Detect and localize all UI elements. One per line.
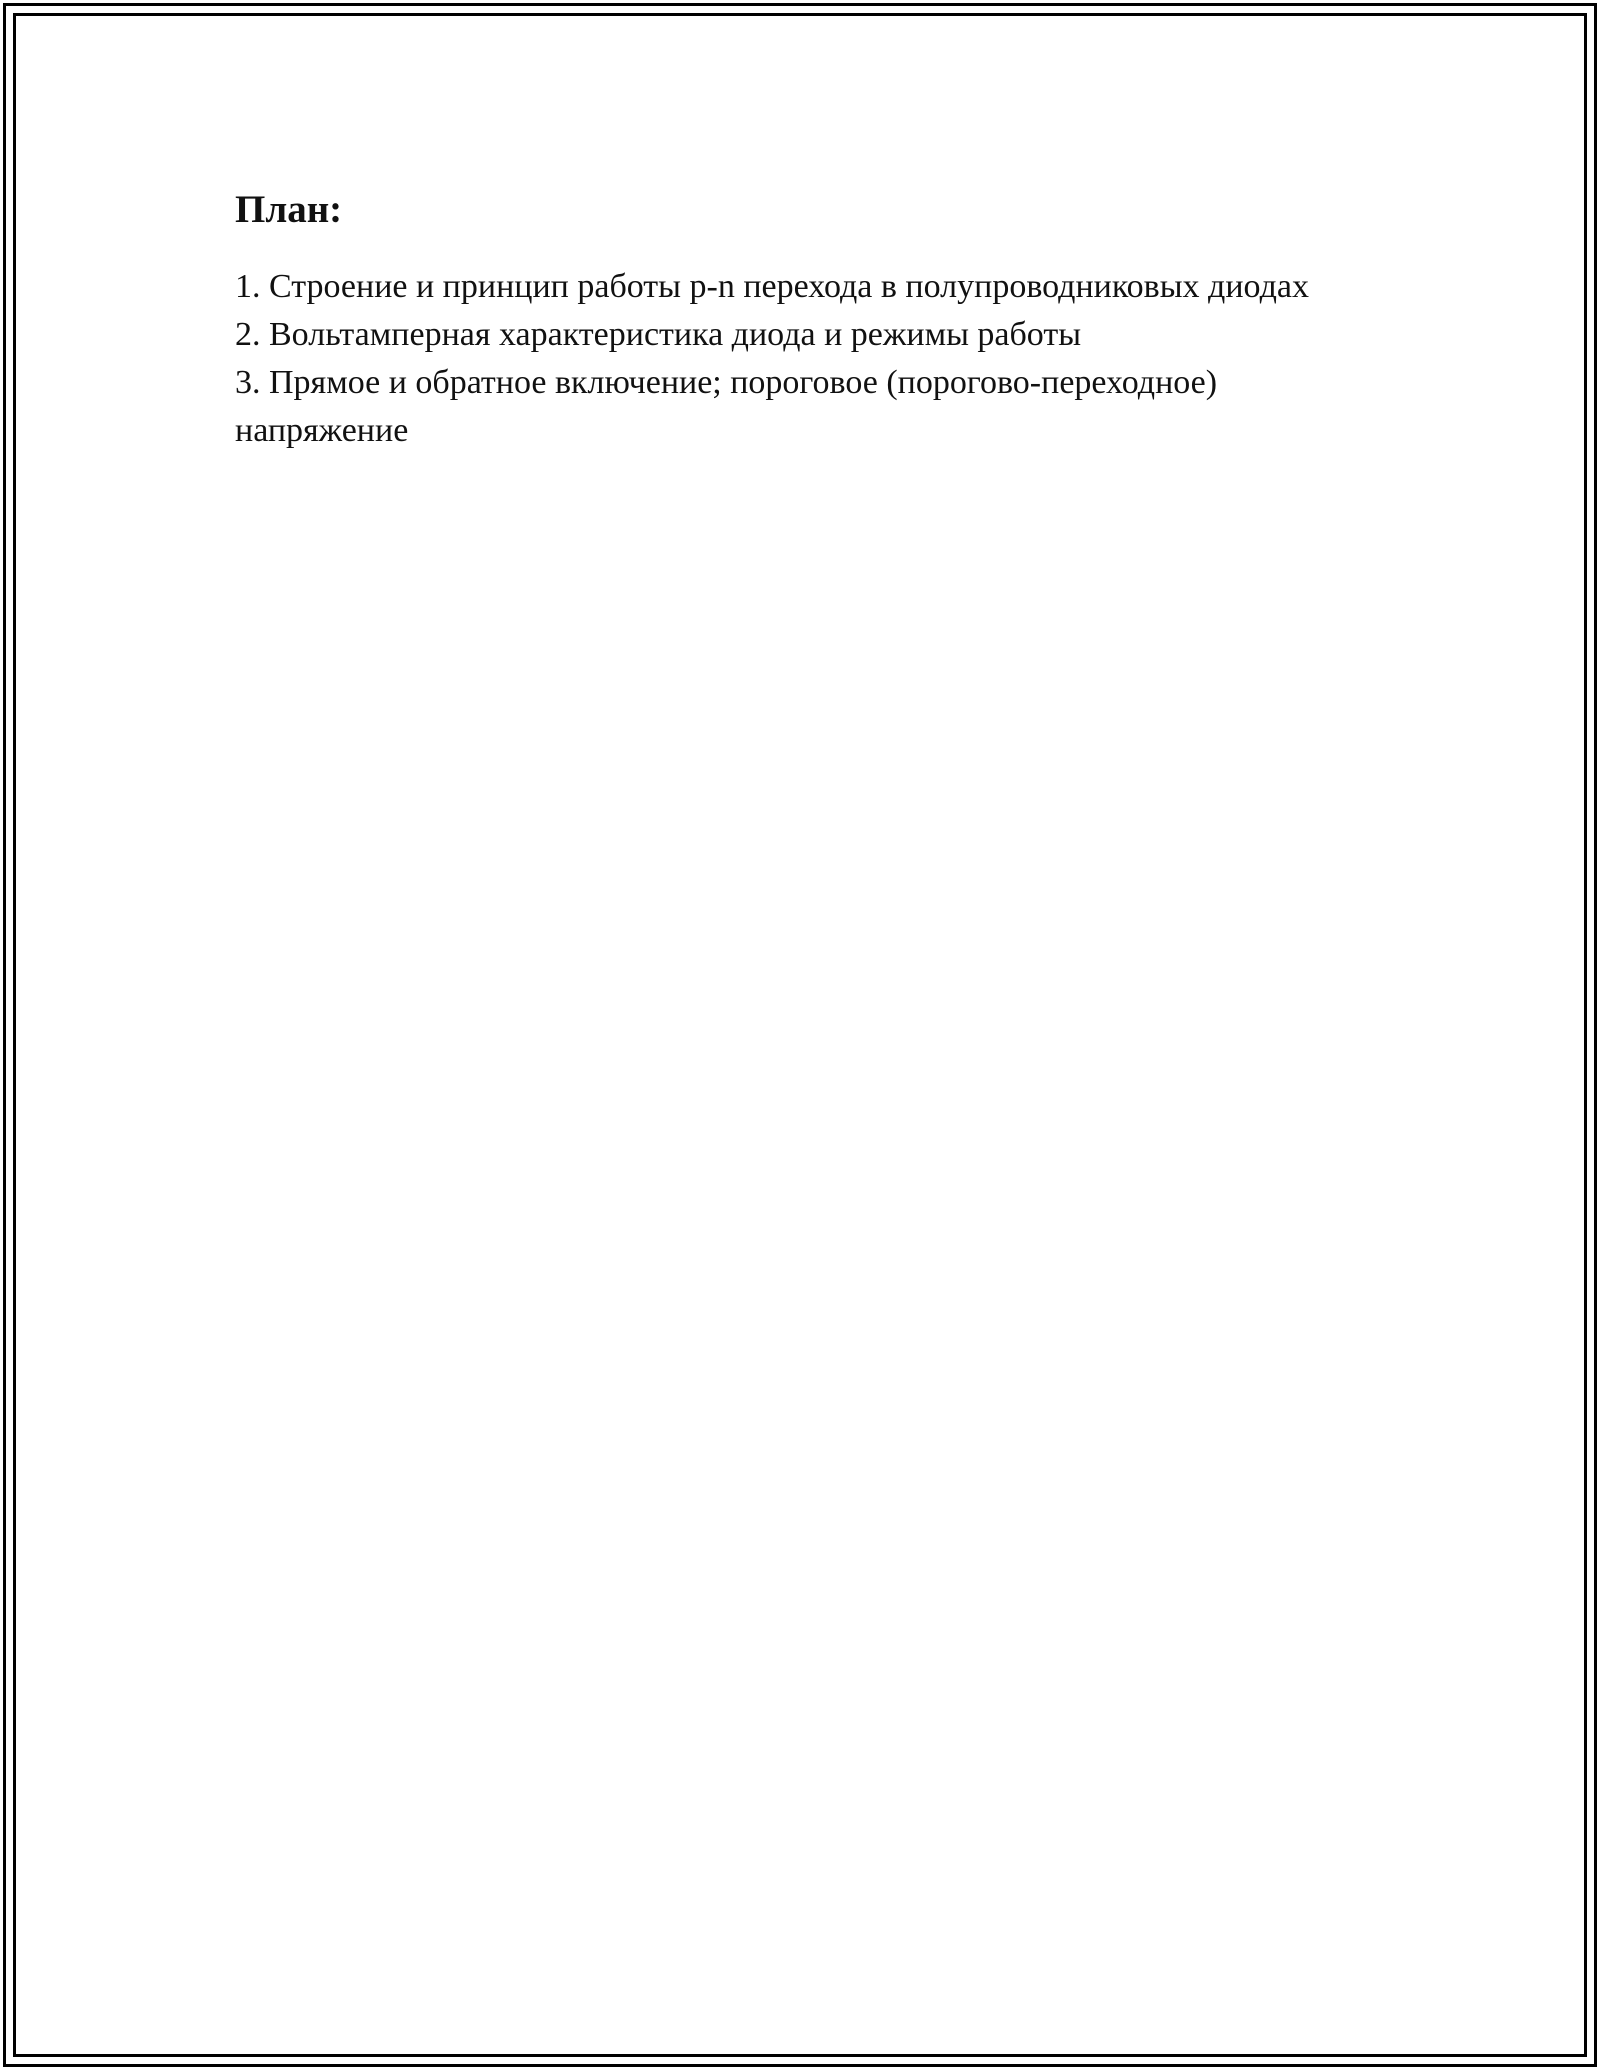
plan-list bbox=[235, 263, 1365, 455]
plan-item-2: 2. Вольтамперная характеристика диода и режимы работы bbox=[235, 316, 1082, 353]
plan-item-3: 3. Прямое и обратное включение; пороговое (порогово-переходное) напряжение bbox=[235, 364, 1218, 449]
plan-item-1: 1. Строение и принцип работы p-n перехода в полупроводниковых диодах bbox=[235, 268, 1309, 305]
plan-heading: План: bbox=[235, 188, 343, 231]
page-content bbox=[235, 185, 1365, 455]
